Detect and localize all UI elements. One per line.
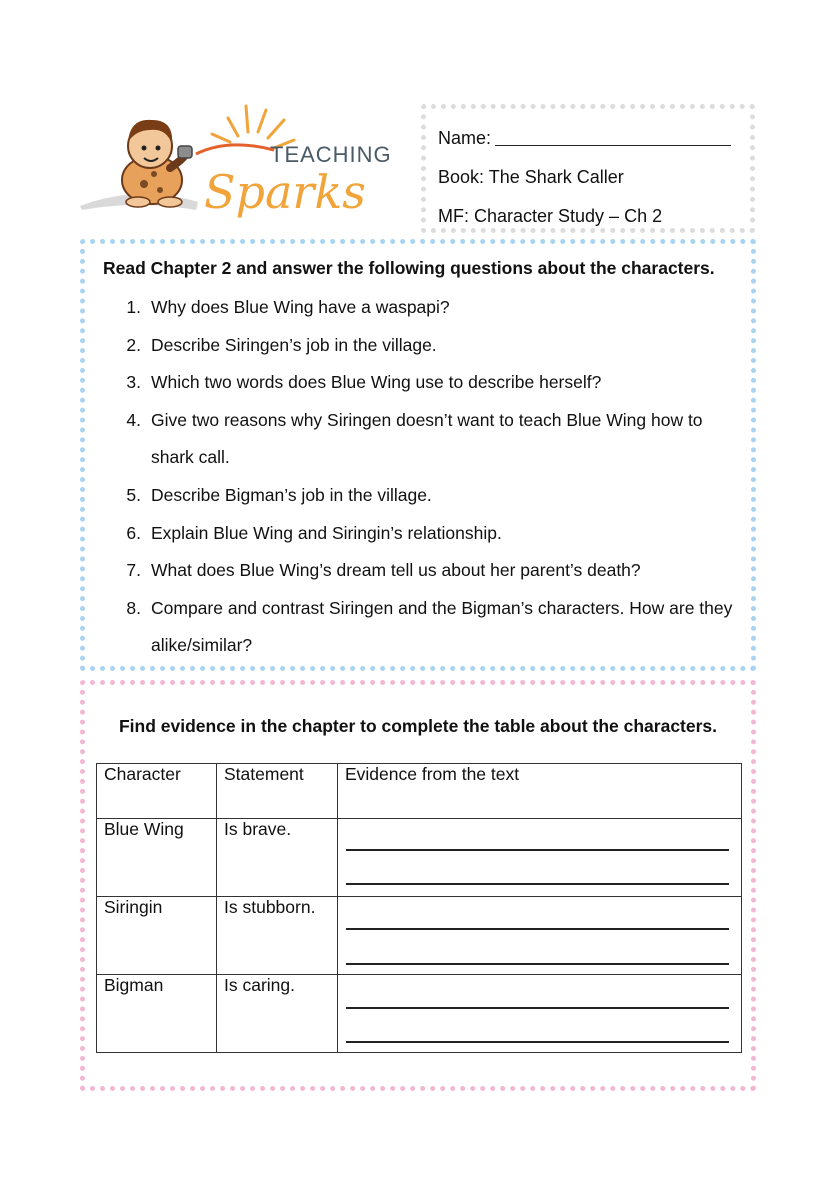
character-name: Siringin <box>97 897 217 975</box>
evidence-answer-cell[interactable] <box>338 819 742 897</box>
evidence-answer-cell[interactable] <box>338 975 742 1053</box>
question-number: 7. <box>126 560 141 581</box>
character-statement: Is caring. <box>217 975 338 1053</box>
answer-line <box>346 849 729 851</box>
column-header-statement: Statement <box>217 764 338 819</box>
answer-line <box>346 963 729 965</box>
column-header-character: Character <box>97 764 217 819</box>
question-item <box>115 552 745 590</box>
question-text: Describe Siringen’s job in the village. <box>151 334 437 355</box>
table-row <box>97 819 742 897</box>
table-row <box>97 897 742 975</box>
question-number: 4. <box>126 409 141 430</box>
table-row <box>97 975 742 1053</box>
table-header-row <box>97 764 742 819</box>
evidence-table <box>96 763 742 1053</box>
question-item <box>115 327 745 365</box>
question-number: 1. <box>126 297 141 317</box>
answer-line <box>346 1007 729 1009</box>
name-label: Name: <box>438 128 492 148</box>
column-header-evidence: Evidence from the text <box>338 764 742 819</box>
question-item <box>115 477 745 515</box>
question-text: Describe Bigman’s job in the village. <box>151 484 432 505</box>
question-text: Compare and contrast Siringen and the Bigman’s characters. How are they alike/similar? <box>151 597 733 656</box>
question-item <box>115 289 745 327</box>
character-name: Blue Wing <box>97 819 217 897</box>
question-item <box>115 402 745 477</box>
book-title: Book: The Shark Caller <box>438 167 624 187</box>
question-number: 2. <box>126 334 141 355</box>
name-blank-field[interactable] <box>495 128 731 146</box>
evidence-box <box>80 680 756 1091</box>
svg-text:TEACHING: TEACHING <box>270 142 392 167</box>
caveman-mascot-icon <box>78 98 398 228</box>
student-info-box <box>421 104 755 233</box>
question-number: 5. <box>126 484 141 505</box>
answer-line <box>346 928 729 930</box>
name-line <box>438 119 750 158</box>
worksheet-subtitle: MF: Character Study – Ch 2 <box>438 206 663 226</box>
evidence-answer-cell[interactable] <box>338 897 742 975</box>
teaching-sparks-logo <box>78 98 398 228</box>
question-text: Why does Blue Wing have a waspapi? <box>151 297 450 317</box>
question-number: 3. <box>126 372 141 393</box>
character-name: Bigman <box>97 975 217 1053</box>
questions-list <box>115 289 745 665</box>
question-item <box>115 364 745 402</box>
answer-line <box>346 883 729 885</box>
svg-text:Sparks: Sparks <box>204 165 366 219</box>
evidence-heading: Find evidence in the chapter to complete the table about the characters. <box>118 716 718 736</box>
question-text: Give two reasons why Siringen doesn’t want to teach Blue Wing how to shark call. <box>151 409 703 468</box>
question-text: Explain Blue Wing and Siringin’s relationship. <box>151 522 502 543</box>
questions-box <box>80 239 756 671</box>
answer-line <box>346 1041 729 1043</box>
question-number: 8. <box>126 597 141 618</box>
questions-heading: Read Chapter 2 and answer the following questions about the characters. <box>103 258 715 278</box>
question-text: What does Blue Wing’s dream tell us about her parent’s death? <box>151 560 641 581</box>
question-item <box>115 515 745 553</box>
question-text: Which two words does Blue Wing use to describe herself? <box>151 372 602 393</box>
question-item <box>115 590 745 665</box>
question-number: 6. <box>126 522 141 543</box>
character-statement: Is brave. <box>217 819 338 897</box>
character-statement: Is stubborn. <box>217 897 338 975</box>
